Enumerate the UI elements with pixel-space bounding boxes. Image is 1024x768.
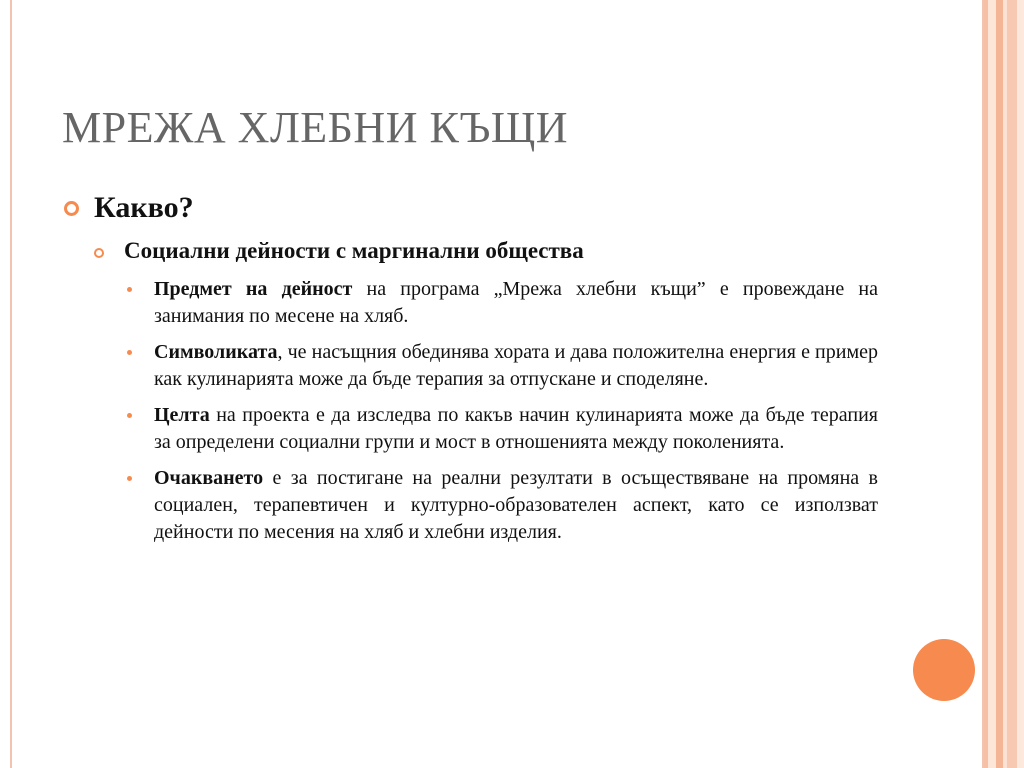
item-bold-term: Символиката — [154, 341, 278, 363]
slide-title: МРЕЖА ХЛЕБНИ КЪЩИ — [62, 103, 569, 152]
bullet-item-symbolism — [124, 339, 878, 393]
bullet-item-goal — [124, 402, 878, 456]
dot-bullet-icon — [127, 476, 132, 481]
item-bold-term: Целта — [154, 404, 210, 426]
stripe — [1017, 0, 1024, 768]
bullet-level1 — [62, 188, 878, 228]
slide-content — [62, 188, 878, 546]
ring-bullet-icon — [94, 248, 104, 258]
item-text: е за постигане на реални резултати в осъществяване на промяна в социален, терапевтичен и културно-образователен аспект, като се използват дейности по месения на хляб и хлебни изделия. — [154, 467, 878, 543]
item-bold-term: Предмет на дейност — [154, 278, 353, 300]
decorative-circle — [913, 639, 975, 701]
heading-text: Какво? — [94, 191, 194, 224]
bullet-item-expectation — [124, 465, 878, 546]
decorative-stripes — [984, 0, 1024, 768]
dot-bullet-icon — [127, 287, 132, 292]
stripe — [996, 0, 1003, 768]
ring-bullet-icon — [64, 201, 79, 216]
bullet-level2 — [92, 236, 878, 266]
dot-bullet-icon — [127, 413, 132, 418]
dot-bullet-icon — [127, 350, 132, 355]
item-bold-term: Очакването — [154, 467, 264, 489]
item-text: , че насъщния обединява хората и дава положителна енергия е пример как кулинарията може да бъде терапия за отпускане и споделяне. — [154, 341, 878, 390]
item-text: на проекта е да изследва по какъв начин кулинарията може да бъде терапия за определени социални групи и мост в отношенията между поколенията. — [154, 404, 878, 453]
subheading-text: Социални дейности с маргинални общества — [124, 238, 584, 263]
stripe — [1007, 0, 1017, 768]
bullet-item-subject — [124, 276, 878, 330]
stripe — [988, 0, 996, 768]
item-text: на програма „Мрежа хлебни къщи” е провеждане на занимания по месене на хляб. — [154, 278, 878, 327]
